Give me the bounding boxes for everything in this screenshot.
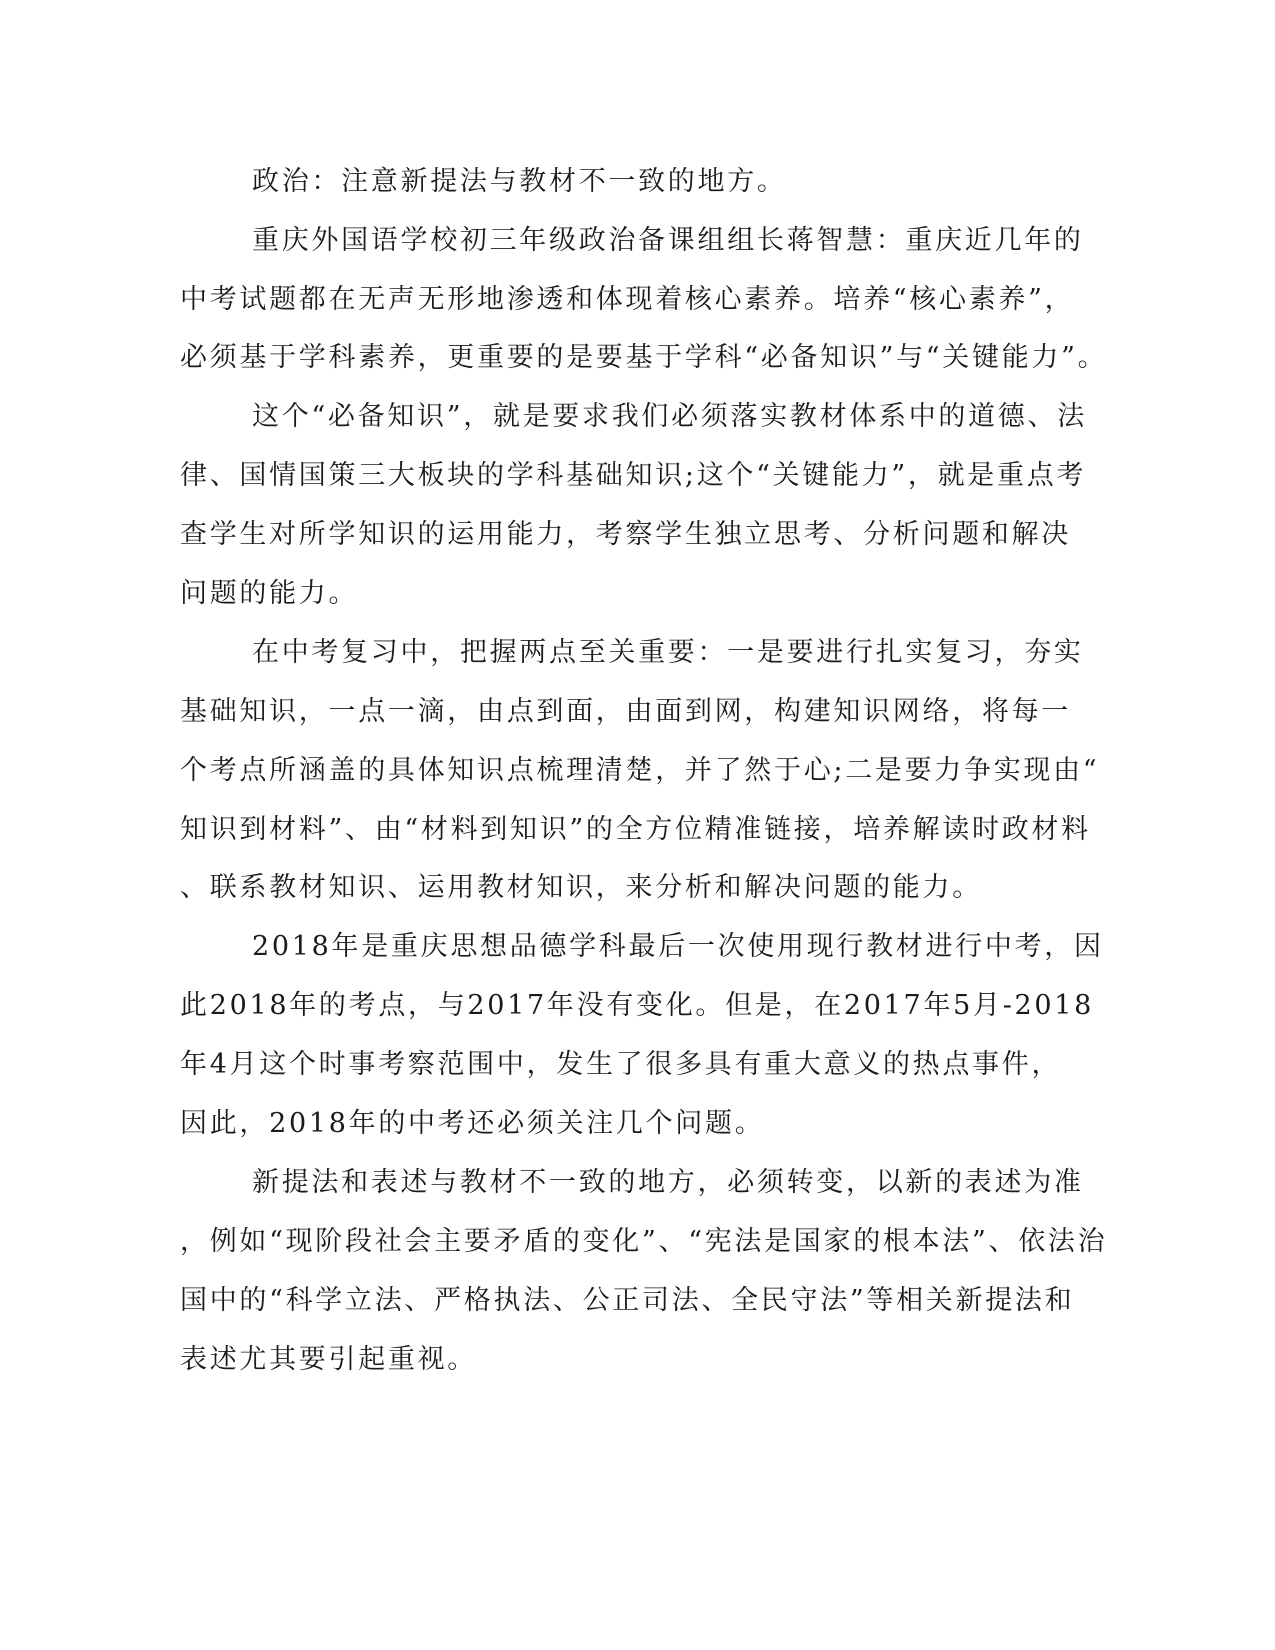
paragraph-6-line-2: ，例如“现阶段社会主要矛盾的变化”、“宪法是国家的根本法”、依法治 [180, 1226, 1108, 1257]
paragraph-3-line-4: 问题的能力。 [180, 578, 359, 609]
paragraph-2-line-3: 必须基于学科素养，更重要的是要基于学科“必备知识”与“关键能力”。 [180, 342, 1108, 373]
paragraph-3-line-2: 律、国情国策三大板块的学科基础知识;这个“关键能力”，就是重点考 [180, 460, 1087, 491]
paragraph-5-line-4: 因此，2018年的中考还必须关注几个问题。 [180, 1108, 765, 1139]
paragraph-2-line-1: 重庆外国语学校初三年级政治备课组组长蒋智慧：重庆近几年的 [252, 225, 1084, 256]
paragraph-2-line-2: 中考试题都在无声无形地渗透和体现着核心素养。培养“核心素养”， [180, 284, 1075, 315]
paragraph-6-line-3: 国中的“科学立法、严格执法、公正司法、全民守法”等相关新提法和 [180, 1285, 1075, 1316]
paragraph-4-line-3: 个考点所涵盖的具体知识点梳理清楚，并了然于心;二是要力争实现由“ [180, 755, 1100, 786]
paragraph-1-line-1: 政治：注意新提法与教材不一致的地方。 [252, 166, 787, 197]
paragraph-4-line-4: 知识到材料”、由“材料到知识”的全方位精准链接，培养解读时政材料 [180, 814, 1091, 845]
paragraph-5-line-3: 年4月这个时事考察范围中，发生了很多具有重大意义的热点事件， [180, 1049, 1062, 1080]
paragraph-5-line-2: 此2018年的考点，与2017年没有变化。但是，在2017年5月-2018 [180, 990, 1095, 1021]
paragraph-4-line-2: 基础知识，一点一滴，由点到面，由面到网，构建知识网络，将每一 [180, 696, 1071, 727]
paragraph-3-line-1: 这个“必备知识”，就是要求我们必须落实教材体系中的道德、法 [252, 401, 1087, 432]
paragraph-4-line-1: 在中考复习中，把握两点至关重要：一是要进行扎实复习，夯实 [252, 637, 1084, 668]
paragraph-3-line-3: 查学生对所学知识的运用能力，考察学生独立思考、分析问题和解决 [180, 519, 1071, 550]
paragraph-6-line-4: 表述尤其要引起重视。 [180, 1344, 477, 1375]
paragraph-6-line-1: 新提法和表述与教材不一致的地方，必须转变，以新的表述为准 [252, 1167, 1084, 1198]
paragraph-5-line-1: 2018年是重庆思想品德学科最后一次使用现行教材进行中考，因 [252, 931, 1104, 962]
paragraph-4-line-5: 、联系教材知识、运用教材知识，来分析和解决问题的能力。 [180, 872, 982, 903]
